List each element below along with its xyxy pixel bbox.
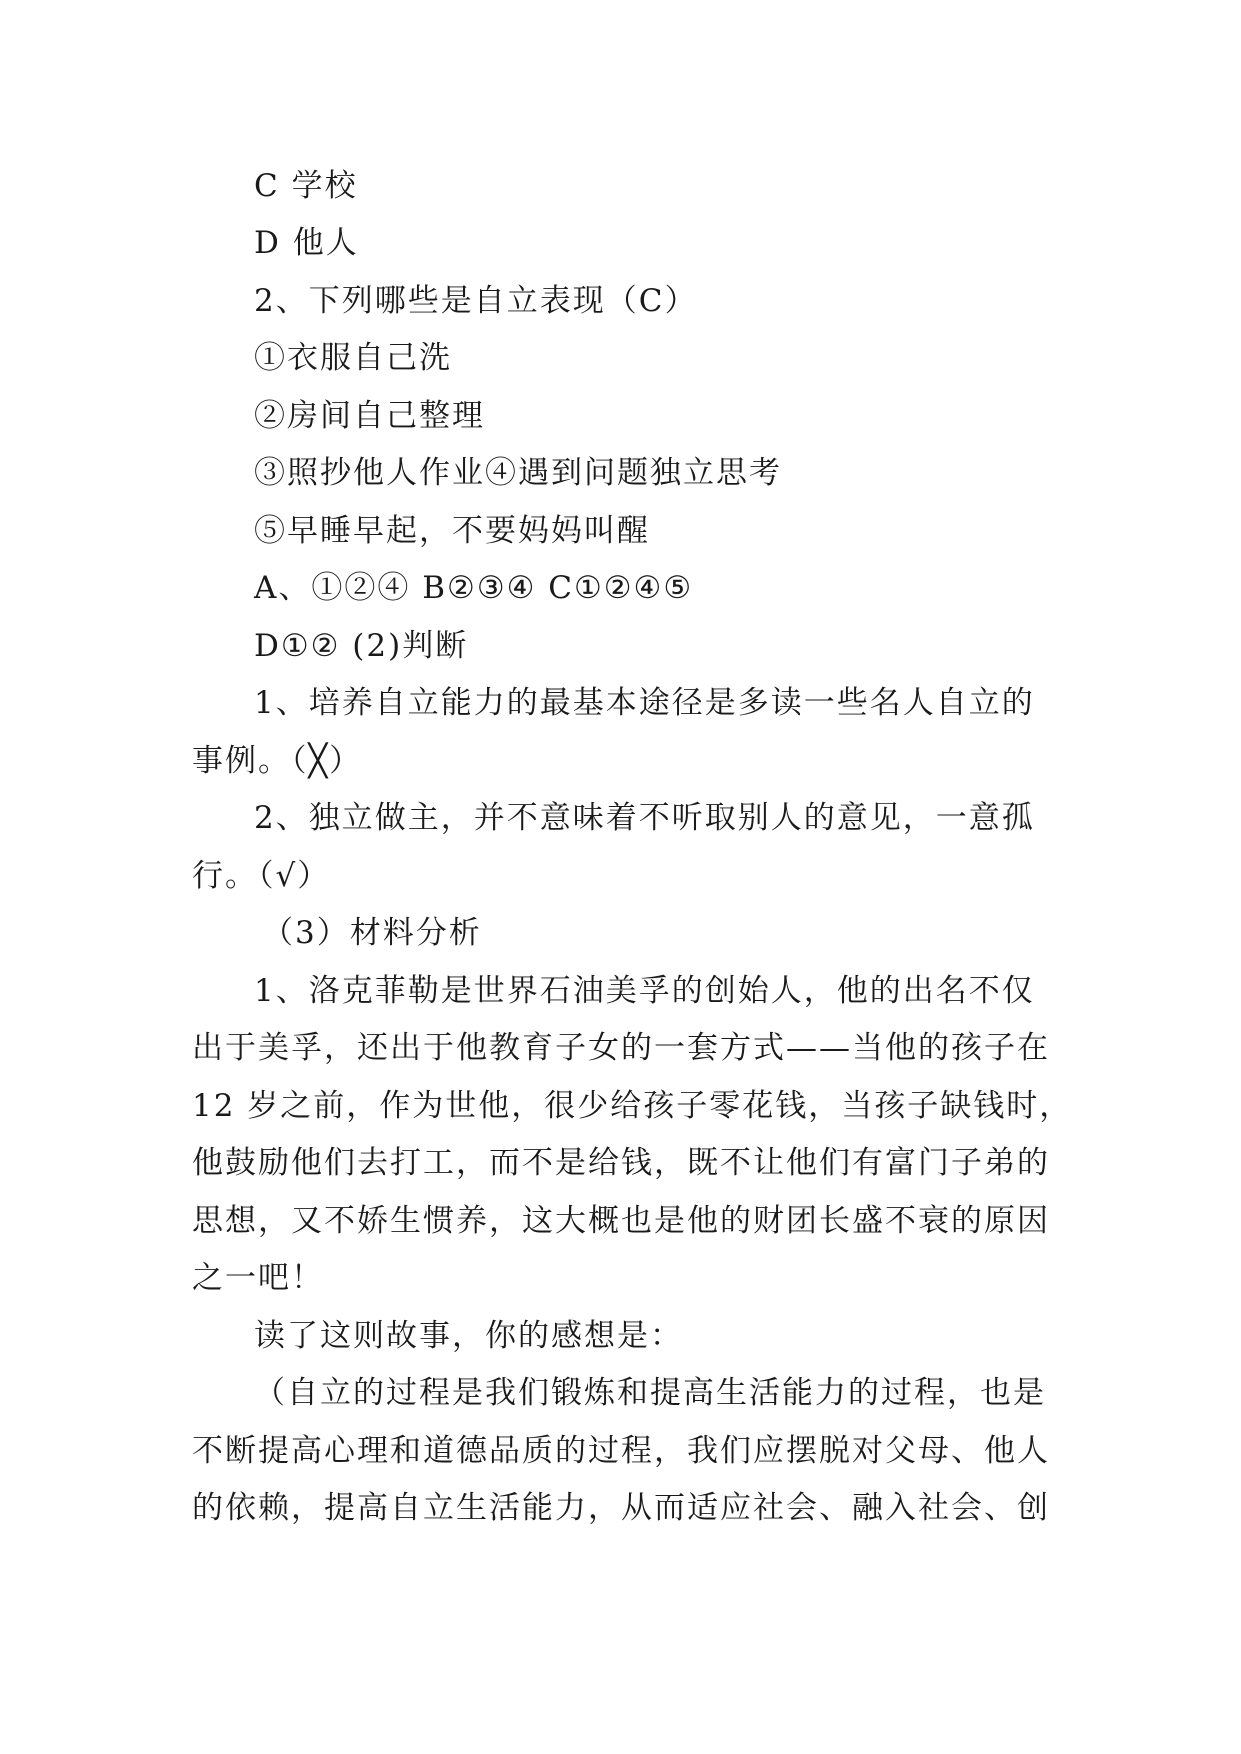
- story-line-5: 思想，又不娇生惯养，这大概也是他的财团长盛不衰的原因: [192, 1203, 1050, 1239]
- story-line-1: 1、洛克菲勒是世界石油美孚的创始人，他的出名不仅: [254, 973, 1035, 1009]
- material-analysis-heading: （3）材料分析: [262, 915, 482, 951]
- reflection-answer-line-1: （自立的过程是我们锻炼和提高生活能力的过程，也是: [254, 1375, 1046, 1411]
- answer-option-d-and-judgment-heading: D①② (2)判断: [254, 628, 469, 664]
- reflection-answer-line-2: 不断提高心理和道德品质的过程，我们应摆脱对父母、他人: [192, 1433, 1050, 1469]
- option-d: D 他人: [254, 225, 359, 261]
- answer-options-abc: A、①②④ B②③④ C①②④⑤: [254, 570, 694, 606]
- judgment-2-line-2: 行。（√）: [192, 858, 331, 894]
- choice-2: ②房间自己整理: [254, 398, 485, 434]
- story-line-4: 他鼓励他们去打工，而不是给钱，既不让他们有富门子弟的: [192, 1145, 1050, 1181]
- choice-3-4: ③照抄他人作业④遇到问题独立思考: [254, 455, 782, 491]
- judgment-1-line-1: 1、培养自立能力的最基本途径是多读一些名人自立的: [254, 685, 1035, 721]
- option-c: C 学校: [254, 168, 358, 204]
- reflection-question: 读了这则故事，你的感想是：: [254, 1318, 683, 1354]
- reflection-answer-line-3: 的依赖，提高自立生活能力，从而适应社会、融入社会、创: [192, 1490, 1050, 1526]
- story-line-2: 出于美孚，还出于他教育子女的一套方式——当他的孩子在: [192, 1030, 1050, 1066]
- choice-5: ⑤早睡早起，不要妈妈叫醒: [254, 513, 650, 549]
- choice-1: ①衣服自己洗: [254, 340, 452, 376]
- story-line-6: 之一吧！: [192, 1260, 324, 1296]
- judgment-2-line-1: 2、独立做主，并不意味着不听取别人的意见，一意孤: [254, 800, 1035, 836]
- question-2-title: 2、下列哪些是自立表现（C）: [254, 283, 698, 319]
- story-line-3: 12 岁之前，作为世他，很少给孩子零花钱，当孩子缺钱时，: [192, 1088, 1073, 1124]
- judgment-1-line-2: 事例。（╳）: [192, 743, 363, 779]
